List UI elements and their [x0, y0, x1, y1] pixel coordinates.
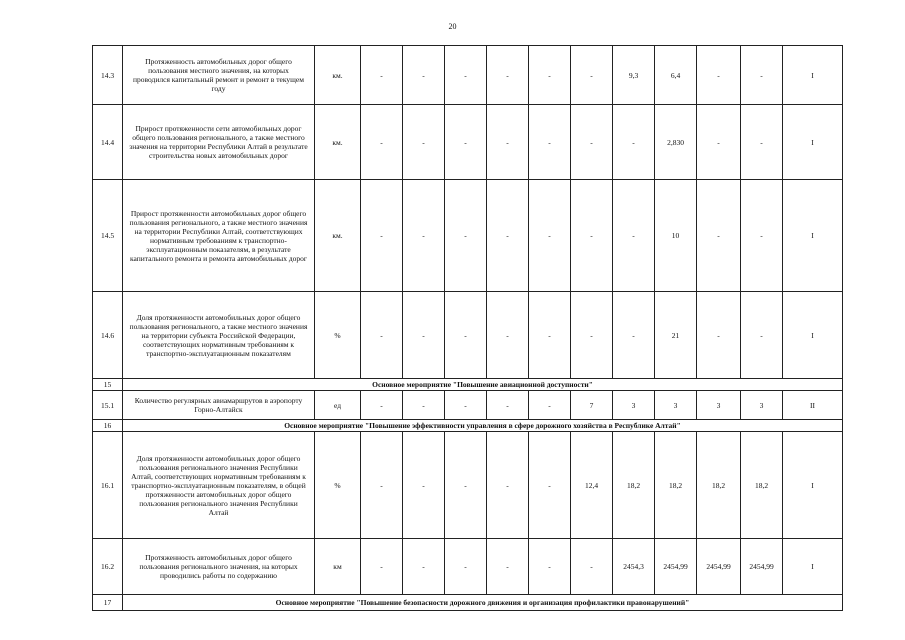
- section-title: Основное мероприятие "Повышение эффективности управления в сфере дорожного хозяйства в Республике Алтай": [123, 420, 843, 432]
- indicator-name: Прирост протяженности сети автомобильных дорог общего пользования регионального, а также местного значения на территории Республики Алтай в результате строительства новых автомобильных дорог: [123, 105, 315, 180]
- value-cell: -: [529, 432, 571, 539]
- value-cell: -: [361, 180, 403, 292]
- row-number: 14.4: [93, 105, 123, 180]
- unit-cell: км: [315, 539, 361, 595]
- table-row: [93, 46, 843, 105]
- unit-cell: %: [315, 432, 361, 539]
- value-cell: -: [613, 292, 655, 379]
- value-cell: -: [361, 105, 403, 180]
- table-row: [93, 391, 843, 420]
- table-body: [93, 46, 843, 611]
- value-cell: -: [571, 105, 613, 180]
- value-cell: -: [487, 391, 529, 420]
- value-cell: -: [487, 539, 529, 595]
- value-cell: 6,4: [655, 46, 697, 105]
- value-cell: -: [613, 105, 655, 180]
- value-cell: -: [571, 292, 613, 379]
- value-cell: 7: [571, 391, 613, 420]
- group-cell: I: [783, 292, 843, 379]
- table-row: [93, 180, 843, 292]
- group-cell: I: [783, 180, 843, 292]
- value-cell: -: [487, 432, 529, 539]
- value-cell: 2454,99: [655, 539, 697, 595]
- value-cell: -: [361, 539, 403, 595]
- value-cell: 3: [613, 391, 655, 420]
- value-cell: -: [571, 539, 613, 595]
- value-cell: -: [403, 46, 445, 105]
- value-cell: 9,3: [613, 46, 655, 105]
- value-cell: -: [529, 46, 571, 105]
- value-cell: -: [697, 105, 741, 180]
- indicator-name: Протяженность автомобильных дорог общего пользования регионального значения, на которых проводились работы по содержанию: [123, 539, 315, 595]
- row-number: 15.1: [93, 391, 123, 420]
- value-cell: -: [361, 292, 403, 379]
- unit-cell: км.: [315, 46, 361, 105]
- section-title: Основное мероприятие "Повышение авиационной доступности": [123, 379, 843, 391]
- value-cell: -: [741, 292, 783, 379]
- value-cell: -: [445, 391, 487, 420]
- table-row: [93, 105, 843, 180]
- value-cell: 12,4: [571, 432, 613, 539]
- value-cell: -: [445, 46, 487, 105]
- value-cell: 2454,3: [613, 539, 655, 595]
- value-cell: 18,2: [741, 432, 783, 539]
- value-cell: -: [445, 292, 487, 379]
- value-cell: -: [571, 46, 613, 105]
- value-cell: -: [361, 391, 403, 420]
- value-cell: -: [571, 180, 613, 292]
- indicator-name: Доля протяженности автомобильных дорог общего пользования регионального, а также местного значения на территории субъекта Российской Федерации, соответствующих нормативным требованиям к транспортно-эксплуатационным показателям: [123, 292, 315, 379]
- row-number: 17: [93, 595, 123, 611]
- value-cell: 3: [697, 391, 741, 420]
- group-cell: I: [783, 46, 843, 105]
- row-number: 14.5: [93, 180, 123, 292]
- row-number: 14.6: [93, 292, 123, 379]
- value-cell: 21: [655, 292, 697, 379]
- value-cell: -: [741, 105, 783, 180]
- value-cell: -: [741, 46, 783, 105]
- table-row: [93, 539, 843, 595]
- value-cell: -: [487, 180, 529, 292]
- table-row: [93, 432, 843, 539]
- page-number: 20: [448, 22, 457, 31]
- unit-cell: км.: [315, 105, 361, 180]
- value-cell: -: [487, 292, 529, 379]
- unit-cell: %: [315, 292, 361, 379]
- group-cell: I: [783, 432, 843, 539]
- value-cell: -: [487, 46, 529, 105]
- group-cell: I: [783, 105, 843, 180]
- value-cell: -: [403, 180, 445, 292]
- value-cell: -: [403, 105, 445, 180]
- value-cell: 2454,99: [741, 539, 783, 595]
- value-cell: -: [445, 180, 487, 292]
- value-cell: 2454,99: [697, 539, 741, 595]
- value-cell: 2,830: [655, 105, 697, 180]
- indicator-name: Количество регулярных авиамаршрутов в аэропорту Горно-Алтайск: [123, 391, 315, 420]
- value-cell: -: [529, 105, 571, 180]
- value-cell: -: [697, 292, 741, 379]
- value-cell: -: [361, 432, 403, 539]
- group-cell: I: [783, 539, 843, 595]
- indicator-name: Прирост протяженности автомобильных дорог общего пользования регионального, а также местного значения на территории Республики Алтай, соответствующих нормативным требованиям к транспортно-эксплуатационным показателям, в результате капитального ремонта и ремонта автомобильных дорог: [123, 180, 315, 292]
- value-cell: -: [529, 391, 571, 420]
- section-title: Основное мероприятие "Повышение безопасности дорожного движения и организация профилактики правонарушений": [123, 595, 843, 611]
- group-cell: II: [783, 391, 843, 420]
- unit-cell: км.: [315, 180, 361, 292]
- value-cell: 18,2: [655, 432, 697, 539]
- value-cell: -: [529, 180, 571, 292]
- section-row: [93, 420, 843, 432]
- value-cell: 3: [741, 391, 783, 420]
- value-cell: -: [529, 539, 571, 595]
- row-number: 16.2: [93, 539, 123, 595]
- value-cell: -: [487, 105, 529, 180]
- value-cell: 18,2: [697, 432, 741, 539]
- value-cell: -: [403, 539, 445, 595]
- section-row: [93, 595, 843, 611]
- value-cell: -: [445, 105, 487, 180]
- value-cell: 3: [655, 391, 697, 420]
- row-number: 14.3: [93, 46, 123, 105]
- value-cell: -: [445, 539, 487, 595]
- row-number: 16: [93, 420, 123, 432]
- value-cell: -: [613, 180, 655, 292]
- value-cell: -: [403, 432, 445, 539]
- value-cell: -: [403, 391, 445, 420]
- value-cell: -: [697, 180, 741, 292]
- value-cell: -: [361, 46, 403, 105]
- value-cell: -: [529, 292, 571, 379]
- value-cell: 18,2: [613, 432, 655, 539]
- value-cell: -: [445, 432, 487, 539]
- indicator-name: Протяженность автомобильных дорог общего пользования местного значения, на которых проводился капитальный ремонт и ремонт в текущем году: [123, 46, 315, 105]
- unit-cell: ед: [315, 391, 361, 420]
- value-cell: -: [697, 46, 741, 105]
- value-cell: -: [403, 292, 445, 379]
- section-row: [93, 379, 843, 391]
- row-number: 15: [93, 379, 123, 391]
- table-row: [93, 292, 843, 379]
- value-cell: -: [741, 180, 783, 292]
- indicators-table: [92, 45, 843, 611]
- row-number: 16.1: [93, 432, 123, 539]
- indicator-name: Доля протяженности автомобильных дорог общего пользования регионального значения Республики Алтай, соответствующих нормативным требованиям к транспортно-эксплуатационным показателям, в общей протяженности автомобильных дорог общего пользования регионального значения Республики Алтай: [123, 432, 315, 539]
- value-cell: 10: [655, 180, 697, 292]
